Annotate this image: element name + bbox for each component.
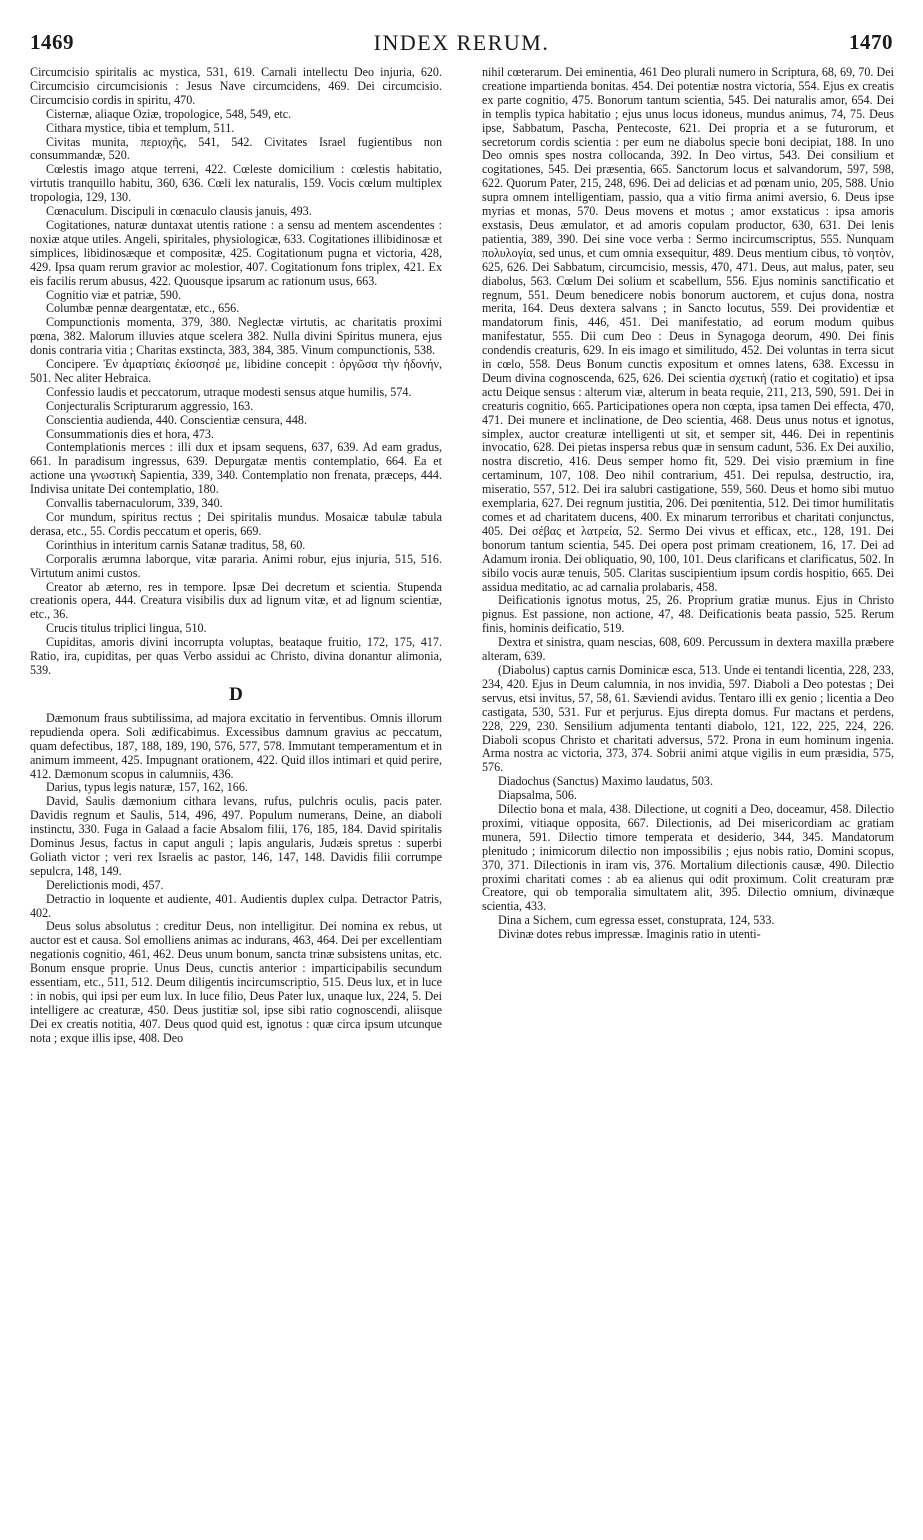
index-entry: (Diabolus) captus carnis Dominicæ esca, 513. Unde ei tentandi licentia, 228, 233, 234, 420. Ejus in Deum calumnia, in nos invidia, 597. Diaboli a Deo potestas ; Dei servus, etsi invitus, 57, 58, 61. Sæviendi avidus. Tentaro illi ex genio ; licentia a Deo castigata, 530, 531. Fur et perjurus. Ejus direpta domus. Fur mactans et perdens, 228, 229, 230. Sensilium adjumenta tentanti diabolo, 121, 122, 225, 224, 226. Diaboli scopus Christo et charitati adversus, 572. Prona in eum hominum ingenia. Arma nostra ac victoria, 373, 374. Sobrii animi atque vigilis in eum præsidia, 575, 576. [482,662,894,775]
index-entry: Derelictionis modi, 457. [46,877,164,892]
left-column [30,66,442,1046]
index-entry: Cœlestis imago atque terreni, 422. Cœleste domicilium : cœlestis habitatio, virtutis tranquillo habitu, 360, 636. Cœli lex naturalis, 159. Vocis cœlum multiplex tropologia, 129, 130. [30,162,442,205]
index-entry: Consummationis dies et hora, 473. [46,426,214,441]
index-entry: Civitas munita, περιοχῆς, 541, 542. Civitates Israel fugientibus non consummandæ, 520. [30,134,442,163]
index-entry: Cupiditas, amoris divini incorrupta voluptas, beataque fruitio, 172, 175, 417. Ratio, ira, cupiditas, per quas Verbo assidui ac Christo, divina donantur alimonia, 539. [30,635,442,677]
index-entry: Convallis tabernaculorum, 339, 340. [46,496,223,511]
index-entry: David, Saulis dæmonium cithara levans, rufus, pulchris oculis, pacis pater. Davidis regnum et Saulis, 514, 496, 497. Populum numerans, Deine, an diaboli instinctu, 330. Fuga in Galaad a facie Absalom filii, 176, 185, 184. David spiritalis Dominus Jesus, factus in caput anguli ; lapis angularis, Judæis spretus : superbi Goliath victor ; veri rex Israelis ac pastor, 146, 147, 148. Davidis filii corrumpe sepulcra, 148, 149. [30,794,442,878]
index-entry: Deificationis ignotus motus, 25, 26. Proprium gratiæ munus. Ejus in Christo pignus. Est passione, non actione, 47, 48. Deificationis beata passio, 525. Rerum finis, hominis deificatio, 519. [482,593,894,636]
index-entry: Diapsalma, 506. [498,788,577,803]
index-entry: Compunctionis momenta, 379, 380. Neglectæ virtutis, ac charitatis proximi pœna, 382. Malorum illuvies atque scelera 382. Nulla divini Spiritus munera, ejus donis contraria vitia ; Charitas exstincta, 383, 384, 385. Vinum compunctionis, 538. [30,315,442,358]
page-header [30,30,893,58]
running-title: INDEX RERUM. [373,30,550,55]
index-entry: Detractio in loquente et audiente, 401. Audientis duplex culpa. Detractor Patris, 402. [30,891,442,920]
index-entry: Confessio laudis et peccatorum, utraque modesti sensus atque humilis, 574. [46,384,412,399]
index-entry: Dilectio bona et mala, 438. Dilectione, ut cogniti a Deo, doceamur, 458. Dilectio proximi, vitiaque opposita, 667. Dilectionis, ad Dei misericordiam ac gratiam munera, 591. Dilectio timore temperata et desiderio, 344, 345. Mandatorum plenitudo ; inimicorum dilectio non impossibilis ; ejus nobis ratio, Domini scopus, 370, 371. Dilectionis in iram vis, 376. Mortalium dilectionis causæ, 490. Dilectio proximi charitati comes : ab ea alienus qui odit proximum. Colit creaturam præ Creatore, qui ob temporalia simultatem alit, 395. Dilectio omnium, divinæque scientia, 433. [482,802,894,914]
index-entry: Cœnaculum. Discipuli in cœnaculo clausis januis, 493. [46,204,312,219]
index-entry: Crucis titulus triplici lingua, 510. [46,621,207,636]
section-letter: D [229,683,243,705]
index-entry: Conjecturalis Scripturarum aggressio, 163. [46,398,254,413]
index-entry: Corporalis ærumna laborque, vitæ pararia. Animi robur, ejus injuria, 515, 516. Virtutum animi custos. [30,551,442,580]
index-entry: Diadochus (Sanctus) Maximo laudatus, 503. [498,774,713,789]
index-entry: Divinæ dotes rebus impressæ. Imaginis ratio in utenti- [498,927,761,942]
left-page-number: 1469 [30,30,74,54]
index-entry: Cognitio viæ et patriæ, 590. [46,287,182,302]
index-entry: Concipere. Ἐν ἁμαρτίαις ἐκίσσησέ με, libidine concepit : ὀργῶσα τὴν ἡδονήν, 501. Nec aliter Hebraica. [30,357,442,385]
index-entry: Deus solus absolutus : creditur Deus, non intelligitur. Dei nomina ex rebus, ut auctor est et causa. Sol emolliens animas ac indurans, 463, 464. Dei per excellentiam negationis cognitio, 461, 462. Deus unum bonum, sancta trinæ subsistens unitas, etc. Bonum ensque proprie. Unus Deus, cunctis anterior : imparticipabilis secundum essentiam, etc., 511, 512. Deum diligentis incircumscriptio, 515. Deus lux, et in luce : in nobis, qui ipsi per eum lux. In luce filio, Deus Pater lux, unaque lux, 224, 5. Dei intelligere ac creaturæ, 450. Deus justitiæ sol, ipse sibi ratio cognoscendi, aliisque Dei ex creatis notitia, 407. Deus quod quid est, ignotus : quæ circa ipsum utcunque nota ; exque illis ipse, 408. Deo [30,919,442,1045]
right-column [482,66,894,942]
index-entry: Corinthius in interitum carnis Satanæ traditus, 58, 60. [46,537,306,552]
index-entry: Contemplationis merces : illi dux et ipsam sequens, 637, 639. Ad eam gradus, 661. In paradisum ingressus, 639. Depurgatæ mentis contemplatio, 664. Ea et actione una γνωστικὴ Sapientia, 339, 340. Contemplatio non frenata, præceps, 444. Indivisa unitate Dei contemplatio, 180. [30,440,442,497]
index-entry: Cor mundum, spiritus rectus ; Dei spiritalis mundus. Mosaicæ tabulæ tabula derasa, etc., 55. Cordis peccatum et operis, 669. [30,510,442,538]
index-entry: Dina a Sichem, cum egressa esset, constuprata, 124, 533. [498,913,775,928]
right-page-number: 1470 [849,30,893,54]
index-entry: nihil cœterarum. Dei eminentia, 461 Deo plurali numero in Scriptura, 68, 69, 70. Dei creatione impartienda bonitas. 454. Dei potentiæ nostra victoria, 554. Ejus ex creatis ex parte cognitio, 475. Bonorum tantum scientia, 545. Dei naturalis amor, 654. Dei in templis typica habitatio ; ejus unus locus idoneus, mundus animus, 74, 75. Deus ipse, Sabbatum, Pascha, Pentecoste, 621. Dei propria et a se futurorum, et secretorum cordis scientia : per eum ne diabolus specie boni decipiat, 188. In uno Deo omnis spes nostra collocanda, 392. In Deo virtus, 543. Dei consilium et cogitationes, 545. Dei præsentia, 665. Sanctorum locus et salvandorum, 597, 598, 622. Quorum Pater, 215, 248, 696. Dei ad delicias et ad pœnam unio, 205, 588. Unio supra omnem intelligentiam, passio, qua a vitio firma animi aversio, 6. Deus ipse myrias et monas, 570. Deus movens et motus ; amor exstaticus : ipsa amoris exstasis, Deus æmulator, et ad amoris copulam productor, 630, 631. Dei lenis patientia, 389, 390. Dei sine voce verba : Sermo incircumscriptus, 555. Nunquam πολυλογία, sed unus, et cum omnia exsequitur, 489. Deus mentium cibus, τὸ νοητὸν, 625, 626. Dei Sabbatum, circumcisio, messis, 470, 471. Deus, aut malus, pater, seu diabolus, 563. Cœlum Dei solium et scabellum, 556. Ejus nominis sanctificatio et regnum, 551. Deum benedicere nobis bonorum auctorem, et cujus dona, nostra merita, 164. Deus dextera salvans ; in Sancto locutus, 559. Dei providentiæ et mandatorum finis, 446, 451. Dei manifestatio, ad eorum modum quibus manifestatur, 555. Dii cum Deo : Deus in Synagoga deorum, 490. Dei finis condendis creaturis, 629. In eis imago et similitudo, 452. Dei voluntas in terra sicut in cœlo, 558. Deus Bonum cunctis expositum et omnes latens, 638. Excessu in Deum divina cognoscenda, 625, 626. Dei scientia σχετική (ratio et cogitatio) et ipsa actu Deique sensus : alterum viæ, alterum in beata requie, 211, 213, 590, 591. Dei in creaturis cognitio, 665. Participationes opera non cœpta, ipsa tamen Dei effecta, 470, 471. Dei munere et inclinatione, de Deo scientia, 468. Deus unus notus et ignotus, simplex, auctor creaturæ intelligenti ut sit, et semper sit, 446. Dei in repentinis invocatio, 628. Dei pietas inspersa rebus quæ in sensum cadunt, 536. Ex Dei auxilio, nostra discretio, 416. Deus semper homo fit, 529. Dei visio præmium in fine certaminum, 107, 108. Deo nihil contrarium, 451. Dei repulsa, destructio, ira, miseratio, 557, 512. Dei ira salubri castigatione, 559, 560. Deus et homo sibi mutuo exemplaria, 627. Dei regnum justitia, 206. Dei pœnitentia, 512. Dei timor humilitatis comes et ad charitatem ducens, 400. Ex minarum terroribus et charitati conjunctus, 405. Dei σέβας et λατρεία, 52. Sermo Dei vivus et efficax, etc., 128, 191. Dei bonorum tantum scientia, 545. Dei opera post primam creationem, 16, 17. Dei ad Adamum ironia. Dei obliquatio, 90, 100, 101. Deus clarificans et clarificatus, 502. In sibilo vocis auræ tenuis, 505. Claritas suscipientium ipsum cordis hospitio, 665. Dei assidua meditatio, ac ad carnalia prolabaris, 458. [482,65,894,594]
index-entry: Dæmonum fraus subtilissima, ad majora excitatio in ferventibus. Omnis illorum repudienda opera. Soli ædificabimus. Excessibus damnum gravius ac peccatum, quam defectibus, 187, 188, 189, 190, 576, 577, 578. Immutant temperamentum et in animum immeent, 425. Impugnant orationem, 422. Quid illos intimari et quid perire, 412. Dæmonum scopus in calumniis, 436. [30,710,442,781]
index-entry: Creator ab æterno, res in tempore. Ipsæ Dei decretum et scientia. Stupenda creationis opera, 444. Creatura visibilis dux ad lignum vitæ, et ad lignum scientiæ, etc., 36. [30,579,442,622]
index-entry: Conscientia audienda, 440. Conscientiæ censura, 448. [46,412,307,427]
index-entry: Circumcisio spiritalis ac mystica, 531, 619. Carnali intellectu Deo injuria, 620. Circumcisio circumcisionis : Jesus Nave circumcidens, 469. Dei circumcisio. Circumcisio cordis in spiritu, 470. [30,65,442,107]
index-entry: Dextra et sinistra, quam nescias, 608, 609. Percussum in dextera maxilla præbere alteram, 639. [482,635,894,664]
index-entry: Cisternæ, aliaque Oziæ, tropologice, 548, 549, etc. [46,106,292,121]
index-entry: Cogitationes, naturæ duntaxat utentis ratione : a sensu ad mentem ascendentes : noxiæ atque utiles. Angeli, spiritales, physiologicæ, 633. Cogitationes illibidinosæ et simplices, libidinosæque et compositæ, 425. Cogitationum pugna et victoria, 428, 429. Ipsa quam rerum gravior ac molestior, 407. Cogitationum fons triplex, 421. Ex eis facilis rerum abusus, 422. Quousque ipsarum ac rationum usus, 663. [30,217,442,288]
index-entry: Columbæ pennæ deargentatæ, etc., 656. [46,301,240,316]
index-entry: Cithara mystice, tibia et templum, 511. [46,120,235,135]
index-entry: Darius, typus legis naturæ, 157, 162, 166. [46,780,248,795]
